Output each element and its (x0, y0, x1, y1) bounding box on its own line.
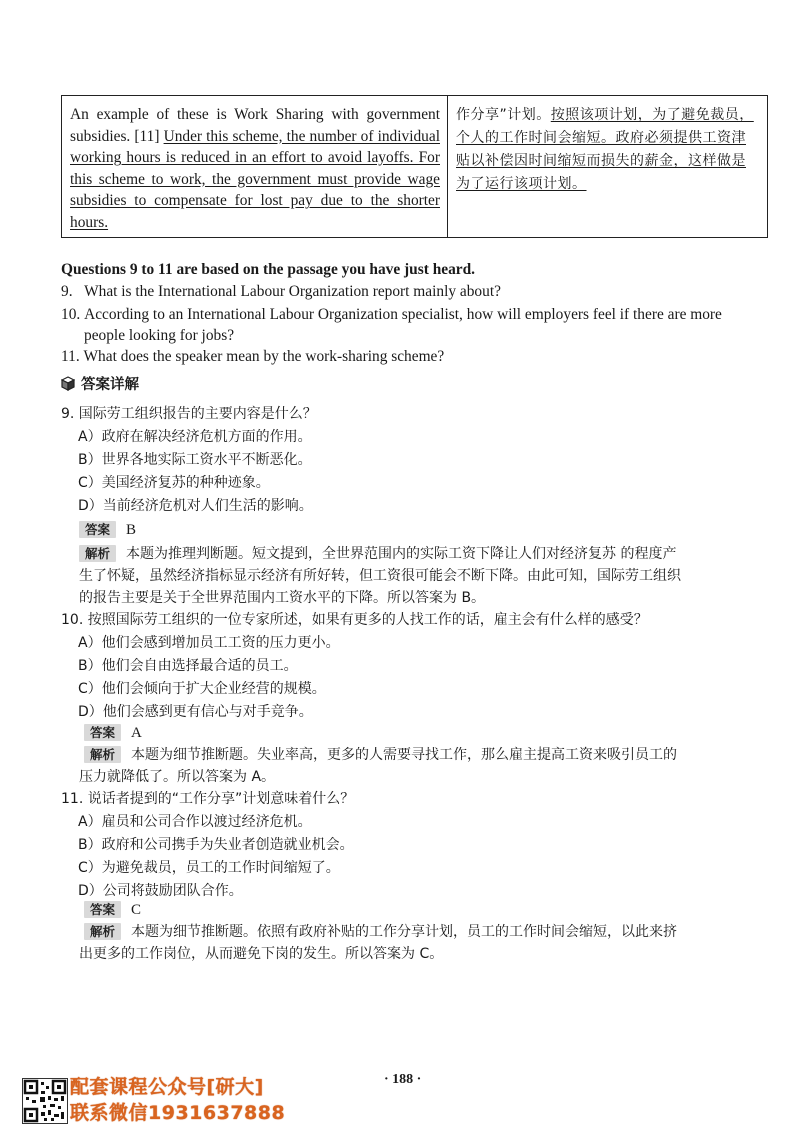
chinese-underlined-text: 按照该项计划，为了避免裁员，个人的工作时间会缩短。政府必须提供工资津贴以补偿因时间缩短而损失的薪金，这样做是为了运行该项计划。 (456, 107, 754, 192)
item-10-analysis-line-1 (84, 744, 765, 766)
watermark-line-1: 配套课程公众号[研大] (70, 1076, 264, 1098)
question-10-cont: people looking for jobs? (84, 327, 235, 344)
item-11-analysis-line-2: 出更多的工作岗位，从而避免下岗的发生。所以答案为 C。 (79, 946, 444, 962)
item-10-analysis-line-2: 压力就降低了。所以答案为 A。 (79, 769, 276, 785)
qr-code-icon (22, 1078, 68, 1124)
item-10-stem: 10. 按照国际劳工组织的一位专家所述，如果有更多的人找工作的话，雇主会有什么样的感受？ (61, 612, 648, 628)
question-number: 11. (61, 348, 80, 365)
item-10-option-b: B）他们会自由选择最合适的员工。 (78, 658, 298, 674)
cube-icon (61, 376, 75, 395)
answer-section-heading (61, 373, 139, 395)
section-title: 答案详解 (81, 377, 139, 393)
answer-tag: 答案 (84, 901, 121, 918)
item-9-option-d: D）当前经济危机对人们生活的影响。 (78, 498, 313, 514)
item-9-analysis-line-2: 生了怀疑，虽然经济指标显示经济有所好转，但工资很可能会不断下降。由此可知，国际劳工组织 (79, 568, 681, 584)
answer-value: B (126, 522, 137, 538)
answer-value: A (131, 725, 142, 741)
question-text: What is the International Labour Organization report mainly about? (84, 283, 501, 300)
english-underlined-text: Under this scheme, the number of individual working hours is reduced in an effort to avoid layoffs. For this scheme to work, the government must provide wage subsidies to compensate for lost pay due to the shorter hours. (70, 127, 440, 231)
item-9-stem: 9. 国际劳工组织报告的主要内容是什么？ (61, 406, 317, 422)
item-11-option-b: B）政府和公司携手为失业者创造就业机会。 (78, 837, 354, 853)
page-number: · 188 · (384, 1072, 422, 1087)
analysis-tag: 解析 (84, 923, 121, 940)
question-9 (61, 281, 501, 302)
question-number: 9. (61, 283, 73, 300)
table-divider (447, 96, 448, 237)
chinese-plain-text: 作分享”计划。 (456, 107, 551, 123)
analysis-tag: 解析 (79, 545, 116, 562)
question-10 (61, 304, 771, 325)
item-10-option-a: A）他们会感到增加员工工资的压力更小。 (78, 635, 340, 651)
questions-heading: Questions 9 to 11 are based on the passage you have just heard. (61, 261, 476, 278)
question-text: What does the speaker mean by the work-sharing scheme? (83, 348, 445, 365)
answer-value: C (131, 902, 142, 918)
analysis-text: 本题为细节推断题。失业率高，更多的人需要寻找工作，那么雇主提高工资来吸引员工的 (131, 747, 678, 763)
chinese-cell (456, 104, 760, 196)
analysis-text: 本题为细节推断题。依照有政府补贴的工作分享计划，员工的工作时间会缩短，以此来挤 (131, 924, 678, 940)
answer-tag: 答案 (79, 521, 116, 538)
question-text: According to an International Labour Organization specialist, how will employers feel if there are more (84, 306, 722, 323)
item-9-analysis-line-3: 的报告主要是关于全世界范围内工资水平的下降。所以答案为 B。 (79, 590, 486, 606)
translation-table (61, 95, 768, 238)
item-9-option-a: A）政府在解决经济危机方面的作用。 (78, 429, 312, 445)
question-number: 10. (61, 306, 81, 323)
item-10-option-c: C）他们会倾向于扩大企业经营的规模。 (78, 681, 326, 697)
item-10-option-d: D）他们会感到更有信心与对手竞争。 (78, 704, 313, 720)
answer-tag: 答案 (84, 724, 121, 741)
analysis-text: 本题为推理判断题。短文提到，全世界范围内的实际工资下降让人们对经济复苏 的程度产 (126, 546, 677, 562)
item-11-analysis-line-1 (84, 921, 765, 943)
question-11 (61, 346, 444, 367)
item-9-analysis-line-1 (79, 543, 765, 565)
item-11-option-a: A）雇员和公司合作以渡过经济危机。 (78, 814, 312, 830)
watermark-line-2: 联系微信1931637888 (70, 1102, 286, 1124)
item-9-option-c: C）美国经济复苏的种种迹象。 (78, 475, 270, 491)
item-11-stem: 11. 说话者提到的“工作分享”计划意味着什么？ (61, 791, 355, 807)
english-cell (70, 104, 440, 233)
item-11-option-c: C）为避免裁员，员工的工作时间缩短了。 (78, 860, 340, 876)
analysis-tag: 解析 (84, 746, 121, 763)
item-9-answer (79, 519, 136, 539)
item-10-answer (84, 722, 142, 742)
item-11-option-d: D）公司将鼓励团队合作。 (78, 883, 243, 899)
english-plain-text: An example of these is Work Sharing with government subsidies. [11] (70, 106, 440, 145)
item-9-option-b: B）世界各地实际工资水平不断恶化。 (78, 452, 312, 468)
item-11-answer (84, 899, 141, 919)
